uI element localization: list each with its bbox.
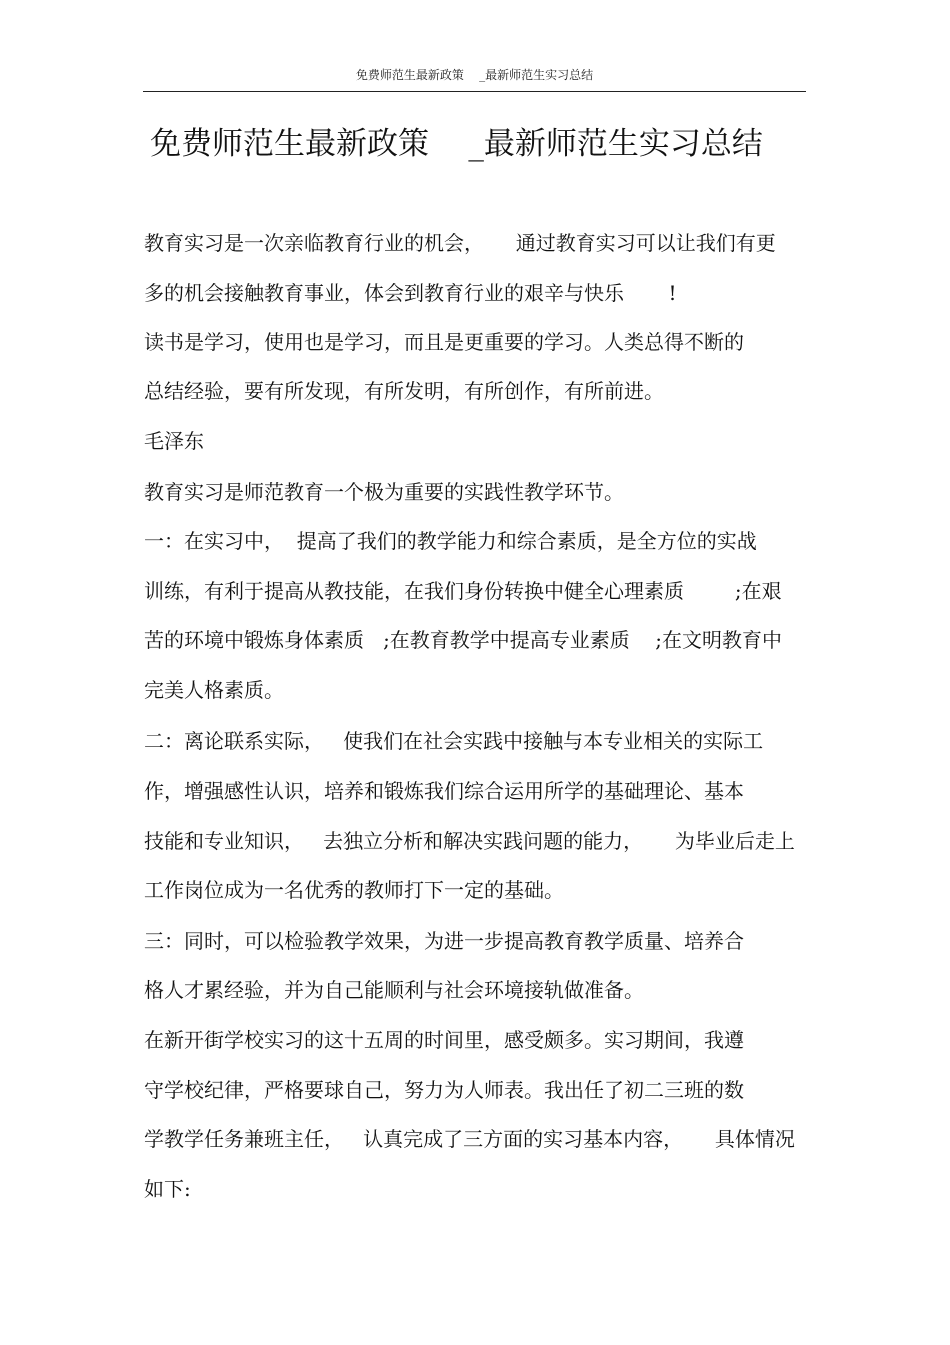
body-line: 训练，有利于提高从教技能，在我们身份转换中健全心理素质 ;在艰 bbox=[144, 579, 782, 603]
body-line: 二：离论联系实际， 使我们在社会实践中接触与本专业相关的实际工 bbox=[144, 729, 764, 753]
body-line: 一：在实习中， 提高了我们的教学能力和综合素质，是全方位的实战 bbox=[144, 529, 757, 553]
body-line: 格人才累经验，并为自己能顺利与社会环境接轨做准备。 bbox=[144, 978, 644, 1002]
body-line: 三：同时，可以检验教学效果，为进一步提高教育教学质量、培养合 bbox=[144, 929, 744, 953]
body-line: 在新开街学校实习的这十五周的时间里，感受颇多。实习期间，我遵 bbox=[144, 1028, 744, 1052]
body-line: 学教学任务兼班主任， 认真完成了三方面的实习基本内容， 具体情况 bbox=[144, 1127, 795, 1151]
body-line: 教育实习是一次亲临教育行业的机会， 通过教育实习可以让我们有更 bbox=[144, 231, 776, 255]
body-line: 多的机会接触教育事业，体会到教育行业的艰辛与快乐 ! bbox=[144, 281, 677, 305]
body-line: 工作岗位成为一名优秀的教师打下一定的基础。 bbox=[144, 878, 564, 902]
body-line: 完美人格素质。 bbox=[144, 678, 284, 702]
running-header: 免费师范生最新政策 _最新师范生实习总结 bbox=[355, 68, 594, 82]
document-title: 免费师范生最新政策 _最新师范生实习总结 bbox=[150, 126, 763, 162]
body-line: 苦的环境中锻炼身体素质 ;在教育教学中提高专业素质 ;在文明教育中 bbox=[144, 628, 782, 652]
body-line: 作，增强感性认识，培养和锻炼我们综合运用所学的基础理论、基本 bbox=[144, 779, 744, 803]
body-line: 教育实习是师范教育一个极为重要的实践性教学环节。 bbox=[144, 480, 624, 504]
body-line: 如下: bbox=[144, 1177, 191, 1201]
body-line: 技能和专业知识， 去独立分析和解决实践问题的能力， 为毕业后走上 bbox=[144, 829, 795, 853]
body-line: 读书是学习，使用也是学习，而且是更重要的学习。人类总得不断的 bbox=[144, 330, 744, 354]
body-line: 总结经验，要有所发现，有所发明，有所创作，有所前进。 bbox=[144, 379, 664, 403]
header-rule bbox=[143, 91, 806, 92]
body-line: 守学校纪律，严格要球自己，努力为人师表。我出任了初二三班的数 bbox=[144, 1078, 744, 1102]
body-line: 毛泽东 bbox=[144, 429, 204, 453]
